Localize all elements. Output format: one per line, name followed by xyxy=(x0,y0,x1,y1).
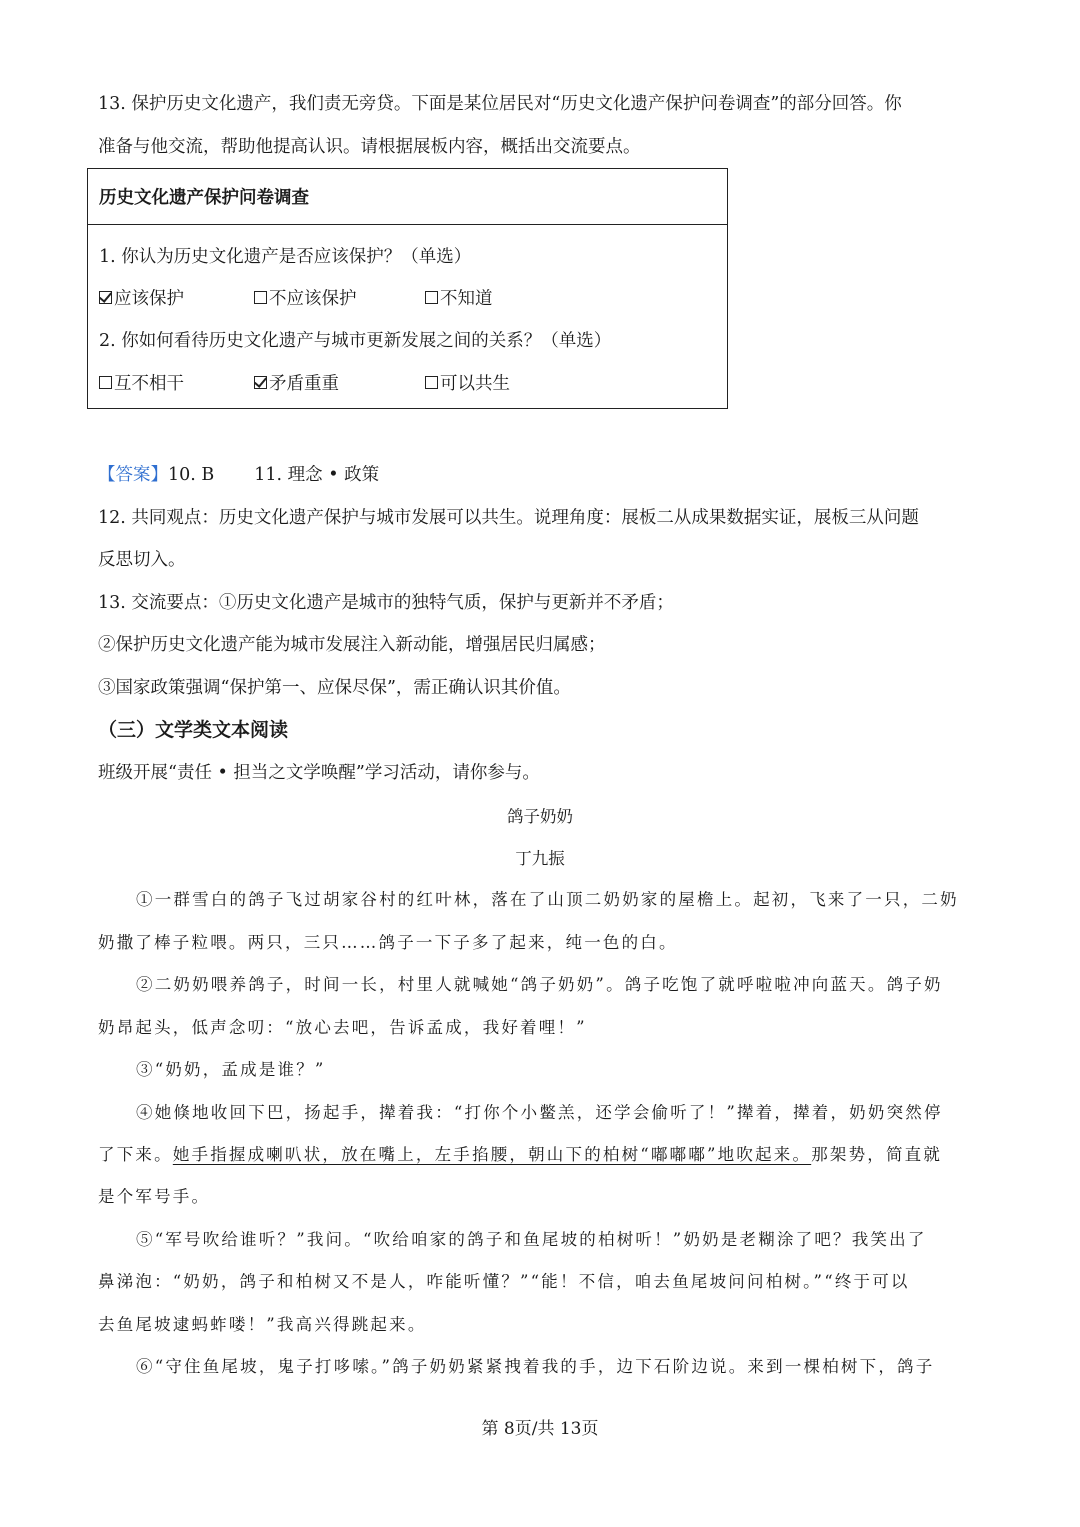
answer-line-10-11 xyxy=(98,462,988,488)
story-line: ②二奶奶喂养鸽子，时间一长，村里人就喊她“鸽子奶奶”。鸽子吃饱了就呼啦啦冲向蓝天。鸽子奶 xyxy=(136,975,943,994)
story-line: ①一群雪白的鸽子飞过胡家谷村的红叶林，落在了山顶二奶奶家的屋檐上。起初，飞来了一只，二奶 xyxy=(136,890,959,909)
question-13-line-1: 13. 保护历史文化遗产，我们责无旁贷。下面是某位居民对“历史文化遗产保护问卷调查”的部分回答。你 xyxy=(98,94,902,114)
option-should-protect: 应该保护 xyxy=(99,285,184,310)
page-number: 第 8页/共 13页 xyxy=(481,1419,599,1439)
empty-checkbox-icon xyxy=(254,291,267,304)
story-line: ⑥“守住鱼尾坡，鬼子打哆嗦。”鸽子奶奶紧紧拽着我的手，边下石阶边说。来到一棵柏树下，鸽子 xyxy=(136,1357,935,1376)
story-line: ④她倏地收回下巴，扬起手，撵着我：“打你个小鳖羔，还学会偷听了！”撵着，撵着，奶奶突然停 xyxy=(136,1103,943,1122)
survey-title: 历史文化遗产保护问卷调查 xyxy=(88,169,727,225)
empty-checkbox-icon xyxy=(425,376,438,389)
checked-checkbox-icon xyxy=(254,376,267,389)
story-author: 丁九振 xyxy=(515,849,565,868)
section-intro: 班级开展“责任 • 担当之文学唤醒”学习活动，请你参与。 xyxy=(98,763,540,783)
empty-checkbox-icon xyxy=(425,291,438,304)
story-line: ③“奶奶，孟成是谁？” xyxy=(136,1060,326,1079)
survey-question-1: 1. 你认为历史文化遗产是否应该保护？（单选） xyxy=(99,247,472,267)
underlined-sentence: 她手指握成喇叭状，放在嘴上，左手掐腰，朝山下的柏树“嘟嘟嘟”地吹起来。 xyxy=(172,1145,812,1164)
option-coexist: 可以共生 xyxy=(425,370,510,395)
answer-11: 11. 理念 • 政策 xyxy=(254,465,380,485)
option-dont-know: 不知道 xyxy=(425,285,493,310)
option-unrelated: 互不相干 xyxy=(99,370,184,395)
checked-checkbox-icon xyxy=(99,291,112,304)
answer-10: 10. B xyxy=(168,465,215,485)
story-title: 鸽子奶奶 xyxy=(507,807,573,826)
story-line: 是个军号手。 xyxy=(98,1187,211,1206)
answer-13-line-1: 13. 交流要点：①历史文化遗产是城市的独特气质，保护与更新并不矛盾； xyxy=(98,593,674,613)
survey-panel xyxy=(87,168,728,409)
story-line: 奶撒了棒子粒喂。两只，三只……鸽子一下子多了起来，纯一色的白。 xyxy=(98,933,678,952)
story-line: 去鱼尾坡逮蚂蚱喽！”我高兴得跳起来。 xyxy=(98,1315,427,1334)
answer-12-line-2: 反思切入。 xyxy=(98,550,186,570)
answer-13-line-3: ③国家政策强调“保护第一、应保尽保”，需正确认识其价值。 xyxy=(98,678,571,698)
option-conflicting: 矛盾重重 xyxy=(254,370,339,395)
empty-checkbox-icon xyxy=(99,376,112,389)
story-line: 了下来。她手指握成喇叭状，放在嘴上，左手掐腰，朝山下的柏树“嘟嘟嘟”地吹起来。那架势，简直就 xyxy=(98,1145,943,1164)
story-line: ⑤“军号吹给谁听？”我问。“吹给咱家的鸽子和鱼尾坡的柏树听！”奶奶是老糊涂了吧？我笑出了 xyxy=(136,1230,927,1249)
answer-13-line-2: ②保护历史文化遗产能为城市发展注入新动能，增强居民归属感； xyxy=(98,635,606,655)
survey-question-2: 2. 你如何看待历史文化遗产与城市更新发展之间的关系？（单选） xyxy=(99,331,612,351)
story-line: 奶昂起头，低声念叨：“放心去吧，告诉孟成，我好着哩！” xyxy=(98,1018,587,1037)
question-13-line-2: 准备与他交流，帮助他提高认识。请根据展板内容，概括出交流要点。 xyxy=(98,137,641,157)
answer-12-line-1: 12. 共同观点：历史文化遗产保护与城市发展可以共生。说理角度：展板二从成果数据实证，展板三从问题 xyxy=(98,508,919,528)
section-title: （三）文学类文本阅读 xyxy=(98,719,289,741)
answer-tag: 【答案】 xyxy=(98,465,168,485)
option-should-not-protect: 不应该保护 xyxy=(254,285,357,310)
story-line: 鼻涕泡：“奶奶，鸽子和柏树又不是人，咋能听懂？”“能！不信，咱去鱼尾坡问问柏树。”“终于可以 xyxy=(98,1272,910,1291)
